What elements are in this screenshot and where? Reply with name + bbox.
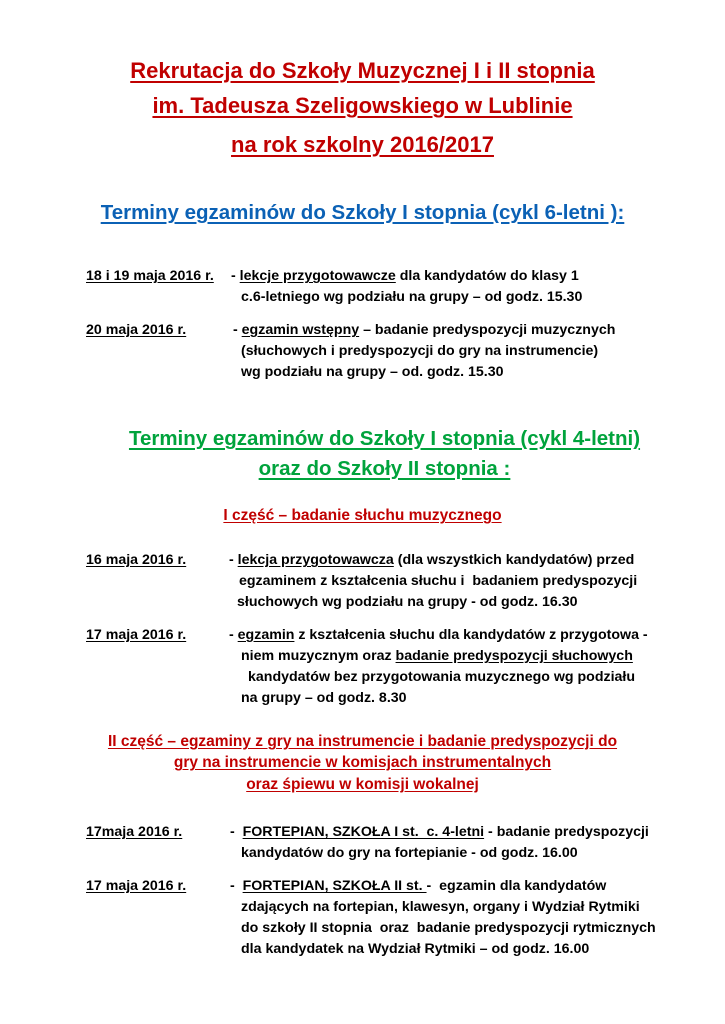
entry-highlight: FORTEPIAN, SZKOŁA II st. [242,878,427,894]
entry-date: 17 maja 2016 r. [86,878,187,894]
entry-highlight: badanie predyspozycji słuchowych [395,648,633,664]
entry-description-line-2: c.6-letniego wg podziału na grupy – od godz. 15.30 [241,289,583,305]
entry-date: 17 maja 2016 r. [86,627,187,643]
entry-highlight: egzamin [237,627,295,643]
entry-highlight: FORTEPIAN, SZKOŁA I st. c. 4-letni [242,824,485,840]
entry-description-line-1: - egzamin wstępny – badanie predyspozycji muzycznych [233,322,616,338]
entry-highlight: egzamin wstępny [241,322,360,338]
part1-heading: I część – badanie słuchu muzycznego [223,507,502,524]
part2-heading-line-2: gry na instrumencie w komisjach instrumentalnych [173,754,552,771]
part2-heading-line-1: II część – egzaminy z gry na instrumencie i badanie predyspozycji do [107,733,618,750]
main-title-line-2: im. Tadeusza Szeligowskiego w Lublinie [152,93,573,118]
entry-description-line-1: - lekcja przygotowawcza (dla wszystkich kandydatów) przed [229,552,635,568]
entry-description-line-3: wg podziału na grupy – od. godz. 15.30 [241,364,504,380]
entry-description-line-3: słuchowych wg podziału na grupy - od godz. 16.30 [237,594,578,610]
entry-date: 17maja 2016 r. [86,824,183,840]
entry-description-line-2: zdających na fortepian, klawesyn, organy i Wydział Rytmiki [241,899,640,915]
entry-date: 18 i 19 maja 2016 r. [86,268,214,284]
main-title-line-1: Rekrutacja do Szkoły Muzycznej I i II stopnia [130,58,595,83]
entry-description-line-2: niem muzycznym oraz badanie predyspozycji słuchowych [241,648,633,664]
section2-heading-line-2: oraz do Szkoły II stopnia : [258,457,511,480]
entry-description-line-1: - lekcje przygotowawcze dla kandydatów do klasy 1 [231,268,579,284]
entry-description-line-4: dla kandydatek na Wydział Rytmiki – od godz. 16.00 [241,941,590,957]
entry-date: 20 maja 2016 r. [86,322,187,338]
entry-description-line-3: do szkoły II stopnia oraz badanie predyspozycji rytmicznych [241,920,656,936]
part2-heading-line-3: oraz śpiewu w komisji wokalnej [246,776,479,793]
entry-description-line-1: - FORTEPIAN, SZKOŁA I st. c. 4-letni - badanie predyspozycji [230,824,649,840]
entry-description-line-4: na grupy – od godz. 8.30 [241,690,407,706]
entry-description-line-1: - egzamin z kształcenia słuchu dla kandydatów z przygotowa - [229,627,648,643]
entry-highlight: lekcja przygotowawcza [237,552,394,568]
entry-description-line-2: kandydatów do gry na fortepianie - od godz. 16.00 [241,845,578,861]
entry-description-line-2: (słuchowych i predyspozycji do gry na instrumencie) [241,343,599,359]
entry-highlight: lekcje przygotowawcze [239,268,396,284]
section1-heading: Terminy egzaminów do Szkoły I stopnia (cykl 6-letni ): [100,201,625,224]
entry-description-line-1: - FORTEPIAN, SZKOŁA II st. - egzamin dla kandydatów [230,878,607,894]
entry-description-line-2: egzaminem z kształcenia słuchu i badaniem predyspozycji [239,573,638,589]
entry-date: 16 maja 2016 r. [86,552,187,568]
section2-heading-line-1: Terminy egzaminów do Szkoły I stopnia (cykl 4-letni) [128,427,641,450]
main-title-line-3: na rok szkolny 2016/2017 [231,132,494,157]
entry-description-line-3: kandydatów bez przygotowania muzycznego wg podziału [248,669,636,685]
